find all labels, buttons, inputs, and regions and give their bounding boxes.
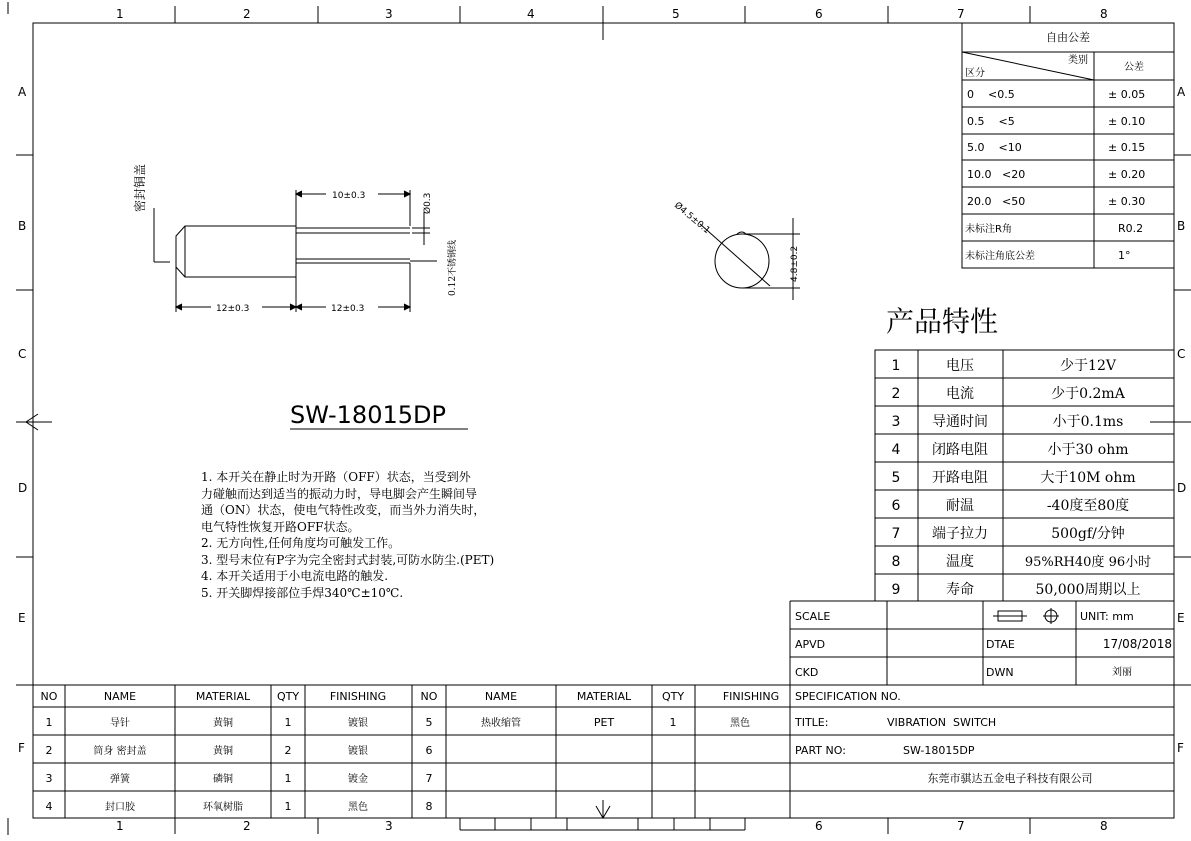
spec-value: 95%RH40度 96小时 xyxy=(1024,555,1152,570)
tolerance-header-zone: 区分 xyxy=(965,68,985,79)
bom-cell-qty: 1 xyxy=(284,800,292,813)
tolerance-range: 10.0 <20 xyxy=(967,168,1026,181)
tolerance-value: ± 0.30 xyxy=(1108,195,1146,208)
note-line: 力碰触而达到适当的振动力时，导电脚会产生瞬间导 xyxy=(201,486,478,501)
bom-cell-name: 热收缩管 xyxy=(481,718,521,729)
spec-value: 少于0.2mA xyxy=(1051,386,1125,402)
row-label: B xyxy=(1177,219,1186,233)
row-label: B xyxy=(18,219,27,233)
tolerance-range: 5.0 <10 xyxy=(967,141,1022,154)
tolerance-value: ± 0.10 xyxy=(1108,115,1146,128)
spec-no: 5 xyxy=(891,470,901,486)
col-label: 3 xyxy=(385,819,393,833)
spec-value: 500gf/分钟 xyxy=(1051,526,1125,542)
spec-no: 2 xyxy=(891,386,901,402)
spec-value: 小于30 ohm xyxy=(1047,442,1129,458)
bom-cell-no: 2 xyxy=(45,744,53,757)
bom-cell-no: 1 xyxy=(45,716,53,729)
note-line: 3. 型号末位有P字为完全密封式封装,可防水防尘.(PET) xyxy=(201,552,495,567)
bom-cell-name: 筒身 密封盖 xyxy=(93,746,147,757)
notes-block xyxy=(201,469,571,601)
scale-label: SCALE xyxy=(795,610,831,623)
part-name: SW-18015DP xyxy=(290,401,446,429)
note-line: 5. 开关脚焊接部位手焊340℃±10℃. xyxy=(201,585,404,600)
spec-no: 9 xyxy=(891,582,901,598)
side-view xyxy=(132,164,458,314)
wire-label: 0.12不锈钢线 xyxy=(448,239,458,296)
tolerance-range: 未标注角底公差 xyxy=(965,251,1035,262)
spec-no: 7 xyxy=(891,526,901,542)
dwn-value: 刘丽 xyxy=(1112,667,1132,678)
spec-no: 3 xyxy=(891,414,901,430)
row-label: D xyxy=(18,481,28,495)
tolerance-range: 0 <0.5 xyxy=(967,88,1015,101)
row-label: A xyxy=(1177,85,1186,99)
apvd-label: APVD xyxy=(795,638,826,651)
bom-cell-finishing: 镀银 xyxy=(348,718,368,729)
bom-cell-qty: 1 xyxy=(669,716,677,729)
bom-cell-finishing: 黑色 xyxy=(730,718,750,729)
bom-cell-no: 6 xyxy=(425,744,433,757)
date-value: 17/08/2018 xyxy=(1102,637,1172,651)
company-name: 东莞市骐达五金电子科技有限公司 xyxy=(927,772,1093,785)
spec-name: 电压 xyxy=(946,358,974,374)
col-label: 7 xyxy=(957,819,965,833)
row-label: D xyxy=(1177,481,1187,495)
bom-cell-no: 7 xyxy=(425,772,433,785)
tolerance-range: 未标注R角 xyxy=(965,224,1012,235)
spec-no: 6 xyxy=(891,498,901,514)
col-label: 8 xyxy=(1100,819,1108,833)
tolerance-header-category: 类别 xyxy=(1068,55,1088,66)
spec-name: 耐温 xyxy=(946,498,974,514)
part-no-label: PART NO: xyxy=(795,744,846,757)
dwn-label: DWN xyxy=(986,666,1014,679)
bom-header: QTY xyxy=(276,690,300,703)
bom-cell-qty: 2 xyxy=(284,744,292,757)
bom-cell-material: 黄铜 xyxy=(213,746,233,757)
col-label: 3 xyxy=(385,7,393,21)
dim-length-10: 10±0.3 xyxy=(332,191,366,201)
bom-cell-material: 黄铜 xyxy=(213,718,233,729)
title-value: VIBRATION SWITCH xyxy=(887,716,997,729)
tolerance-header-tol: 公差 xyxy=(1124,62,1144,73)
grid-labels xyxy=(18,7,1186,833)
date-label: DTAE xyxy=(986,638,1015,651)
dim-diameter-45: Ø4.5±0.1 xyxy=(672,200,712,237)
bom-header: MATERIAL xyxy=(195,690,251,703)
spec-name: 闭路电阻 xyxy=(932,442,988,458)
bom-cell-qty: 1 xyxy=(284,716,292,729)
row-label: F xyxy=(18,741,25,755)
specs-table xyxy=(875,350,1174,601)
row-label: F xyxy=(1177,741,1184,755)
col-label: 6 xyxy=(815,819,823,833)
bom-header: NAME xyxy=(103,690,137,703)
bom-body xyxy=(46,716,751,813)
dim-length-12b: 12±0.3 xyxy=(331,304,365,314)
spec-value: 50,000周期以上 xyxy=(1035,582,1141,598)
title-label: TITLE: xyxy=(795,716,829,729)
end-view xyxy=(672,200,800,300)
tolerance-value: ± 0.05 xyxy=(1108,88,1146,101)
bom-cell-name: 封口胶 xyxy=(105,802,135,813)
bom-cell-material: PET xyxy=(593,716,615,729)
tolerance-range: 0.5 <5 xyxy=(967,115,1015,128)
bom-table xyxy=(41,685,780,818)
unit-label: UNIT: mm xyxy=(1080,610,1134,623)
col-label: 2 xyxy=(243,7,251,21)
bom-cell-qty: 1 xyxy=(284,772,292,785)
col-label: 5 xyxy=(672,7,680,21)
tolerance-title: 自由公差 xyxy=(1046,31,1090,44)
spec-value: 少于12V xyxy=(1060,358,1116,374)
row-label: C xyxy=(18,347,27,361)
specs-title: 产品特性 xyxy=(886,305,999,338)
part-no-value: SW-18015DP xyxy=(903,744,975,757)
row-label: E xyxy=(1177,611,1185,625)
spec-name: 开路电阻 xyxy=(932,470,988,486)
note-line: 电气特性恢复开路OFF状态。 xyxy=(201,519,360,534)
bom-cell-no: 8 xyxy=(425,800,433,813)
spec-no: 1 xyxy=(891,358,901,374)
col-label: 6 xyxy=(815,7,823,21)
col-label: 2 xyxy=(243,819,251,833)
spec-name: 温度 xyxy=(946,554,974,570)
col-label: 1 xyxy=(116,7,124,21)
bom-cell-material: 环氧树脂 xyxy=(203,802,243,813)
spec-no: 8 xyxy=(891,554,901,570)
bom-cell-no: 3 xyxy=(45,772,53,785)
col-label: 7 xyxy=(957,7,965,21)
bom-cell-no: 4 xyxy=(45,800,53,813)
col-label: 4 xyxy=(527,7,535,21)
spec-name: 导通时间 xyxy=(932,414,988,430)
bom-header: NO xyxy=(40,690,58,703)
dim-length-12a: 12±0.3 xyxy=(216,304,250,314)
bom-header: NO xyxy=(420,690,438,703)
note-line: 通（ON）状态，使电气特性改变，而当外力消失时， xyxy=(201,503,486,517)
bom-header: MATERIAL xyxy=(576,690,632,703)
note-line: 1. 本开关在静止时为开路（OFF）状态，当受到外 xyxy=(201,470,471,484)
bom-header: QTY xyxy=(661,690,685,703)
tolerance-range: 20.0 <50 xyxy=(967,195,1026,208)
ckd-label: CKD xyxy=(795,666,819,679)
bom-cell-name: 导针 xyxy=(110,718,130,729)
note-line: 2. 无方向性,任何角度均可触发工作。 xyxy=(201,536,401,550)
tolerance-value: R0.2 xyxy=(1118,222,1144,235)
tolerance-value: ± 0.20 xyxy=(1108,168,1146,181)
bom-cell-name: 弹簧 xyxy=(110,774,130,785)
bom-header: NAME xyxy=(484,690,518,703)
dim-height-48: 4.8±0.2 xyxy=(790,245,800,282)
spec-value: 大于10M ohm xyxy=(1040,470,1136,486)
spec-no: 4 xyxy=(891,442,901,458)
bom-header: FINISHING xyxy=(722,690,780,703)
spec-value: -40度至80度 xyxy=(1046,498,1130,514)
bom-cell-no: 5 xyxy=(425,716,433,729)
row-label: A xyxy=(18,85,27,99)
spec-no-label: SPECIFICATION NO. xyxy=(795,690,901,703)
title-block xyxy=(33,601,1174,818)
tolerance-table xyxy=(962,23,1174,268)
tolerance-value: 1° xyxy=(1118,249,1131,262)
spec-name: 电流 xyxy=(946,386,974,402)
row-label: E xyxy=(18,611,26,625)
bom-cell-finishing: 黑色 xyxy=(348,802,368,813)
spec-name: 端子拉力 xyxy=(932,526,988,542)
spec-name: 寿命 xyxy=(946,582,974,598)
row-label: C xyxy=(1177,347,1186,361)
bom-cell-finishing: 镀银 xyxy=(348,746,368,757)
col-label: 8 xyxy=(1100,7,1108,21)
spec-value: 小于0.1ms xyxy=(1052,414,1124,430)
note-line: 4. 本开关适用于小电流电路的触发. xyxy=(201,569,389,583)
dim-diameter-03: Ø0.3 xyxy=(423,192,433,214)
col-label: 1 xyxy=(116,819,124,833)
cap-label: 密封铜盖 xyxy=(133,163,147,212)
tolerance-value: ± 0.15 xyxy=(1108,141,1146,154)
bom-header: FINISHING xyxy=(329,690,387,703)
bom-cell-material: 磷铜 xyxy=(213,774,233,785)
bom-cell-finishing: 镀金 xyxy=(348,774,368,785)
